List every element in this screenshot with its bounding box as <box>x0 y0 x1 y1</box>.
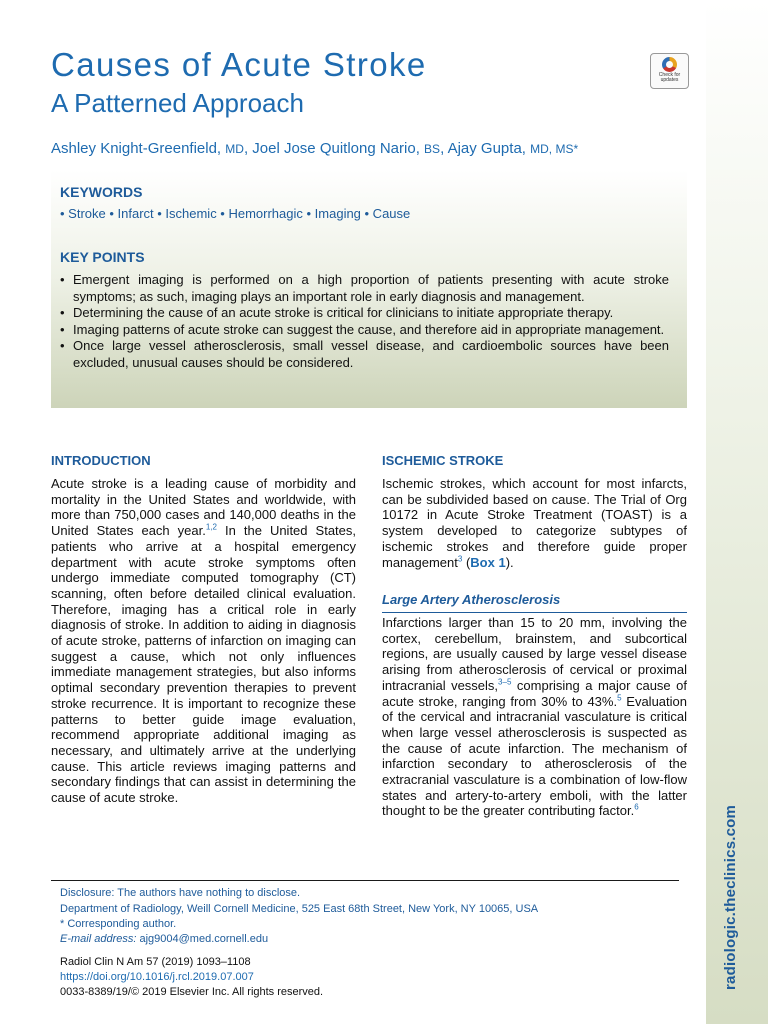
keywords-list: • Stroke • Infarct • Ischemic • Hemorrhagic • Imaging • Cause <box>60 206 411 221</box>
text-run: Acute stroke is a leading cause of morbidity and mortality in the United States and worldwide, with more than 750,000 cases and 140,000 deaths in the United States each year. <box>51 476 356 539</box>
introduction-heading: INTRODUCTION <box>51 453 151 468</box>
author-degree: BS <box>424 142 441 156</box>
ischemic-stroke-heading: ISCHEMIC STROKE <box>382 453 504 468</box>
email-line <box>60 933 268 945</box>
email-label: E-mail address: <box>60 933 137 945</box>
text-run: ). <box>505 554 514 570</box>
text-run: Infarctions larger than 15 to 20 mm, involving the cortex, cerebellum, brainstem, and subcortical regions, are usually caused by large vessel disease arising from atherosclerosis of cervical or proximal intracranial vessels, <box>382 615 687 693</box>
key-points-list <box>60 272 669 371</box>
keywords-heading: KEYWORDS <box>60 184 143 200</box>
author-name: Ajay Gupta, <box>447 140 526 157</box>
article-subtitle: A Patterned Approach <box>51 88 304 118</box>
article-title: Causes of Acute Stroke <box>51 46 427 83</box>
journal-url[interactable]: radiologic.theclinics.com <box>722 804 739 990</box>
text-run: Evaluation of the cervical and intracranial vasculature is critical when large vessel atherosclerosis is suspected as the cause of acute infarction. The mechanism of infarction secondary to atherosclerosis of the extracranial vasculature is a combination of low-flow states and artery-to-artery emboli, with the latter thought to be the greater contributing factor. <box>382 693 687 819</box>
badge-label: Check for updates <box>658 72 681 83</box>
text-run: In the United States, patients who arrive at a hospital emergency department with acute stroke symptoms often undergo immediate computed tomography (CT) scanning, often before detailed clinical evaluation. Therefore, imaging has a critical role in early diagnosis of stroke. In addition to aiding in diagnosis of acute stroke, patterns of infarction on imaging can suggest a cause, which not only influences immediate management strategies, but also informs optimal secondary prevention therapies to prevent stroke recurrence. It is important to recognize these patterns to better guide image evaluation, recommend appropriate additional imaging as necessary, and ultimately arrive at the underlying cause. This article reviews imaging patterns and secondary findings that can assist in determining the cause of acute stroke. <box>51 523 356 806</box>
text-run: ( <box>462 554 471 570</box>
key-point: • Determining the cause of an acute stroke is critical for clinicians to initiate appropriate therapy. <box>60 305 669 322</box>
large-artery-paragraph <box>382 615 687 819</box>
citation-link[interactable]: 6 <box>634 803 639 813</box>
ischemic-paragraph <box>382 476 687 570</box>
crossmark-icon <box>662 57 677 72</box>
author-degree: MD, MS* <box>530 142 579 156</box>
disclosure-note: Disclosure: The authors have nothing to disclose. <box>60 887 301 899</box>
citation-link[interactable]: 3 <box>457 554 463 564</box>
footer-divider <box>51 880 679 881</box>
text-run: comprising a major cause of acute stroke, ranging from 30% to 43%. <box>382 677 688 709</box>
email-link[interactable]: ajg9004@med.cornell.edu <box>139 933 269 945</box>
citation-link[interactable]: 5 <box>617 693 622 703</box>
author-name: Joel Jose Quitlong Nario, <box>252 140 420 157</box>
doi-link[interactable]: https://doi.org/10.1016/j.rcl.2019.07.007 <box>60 971 254 983</box>
author-list: Ashley Knight-Greenfield, MD, Joel Jose Quitlong Nario, BS, Ajay Gupta, MD, MS* <box>51 140 579 157</box>
citation-link[interactable]: 1,2 <box>205 522 217 532</box>
key-point: • Once large vessel atherosclerosis, small vessel disease, and cardioembolic sources have been excluded, unusual causes should be considered. <box>60 338 669 371</box>
key-points-heading: KEY POINTS <box>60 249 145 265</box>
large-artery-heading: Large Artery Atherosclerosis <box>382 592 687 613</box>
journal-citation: Radiol Clin N Am 57 (2019) 1093–1108 <box>60 956 251 968</box>
key-point: • Emergent imaging is performed on a high proportion of patients presenting with acute stroke symptoms; as such, imaging plays an important role in early diagnosis and management. <box>60 272 669 305</box>
check-for-updates-badge[interactable] <box>650 53 689 89</box>
key-point: • Imaging patterns of acute stroke can suggest the cause, and therefore aid in appropriate management. <box>60 322 669 339</box>
box-reference-link[interactable]: Box 1 <box>470 554 506 570</box>
introduction-paragraph <box>51 476 356 806</box>
author-degree: MD <box>225 142 244 156</box>
corresponding-note: * Corresponding author. <box>60 918 177 930</box>
author-name: Ashley Knight-Greenfield, <box>51 140 222 157</box>
affiliation-note: Department of Radiology, Weill Cornell Medicine, 525 East 68th Street, New York, NY 10065, USA <box>60 903 539 915</box>
copyright-notice: 0033-8389/19/© 2019 Elsevier Inc. All rights reserved. <box>60 986 324 998</box>
citation-link[interactable]: 3–5 <box>498 677 512 687</box>
text-run: Ischemic strokes, which account for most infarcts, can be subdivided based on cause. The Trial of Org 10172 in Acute Stroke Treatment (TOAST) is a system developed to categorize subtypes of ischemic strokes and therefore guide proper management <box>382 476 687 570</box>
